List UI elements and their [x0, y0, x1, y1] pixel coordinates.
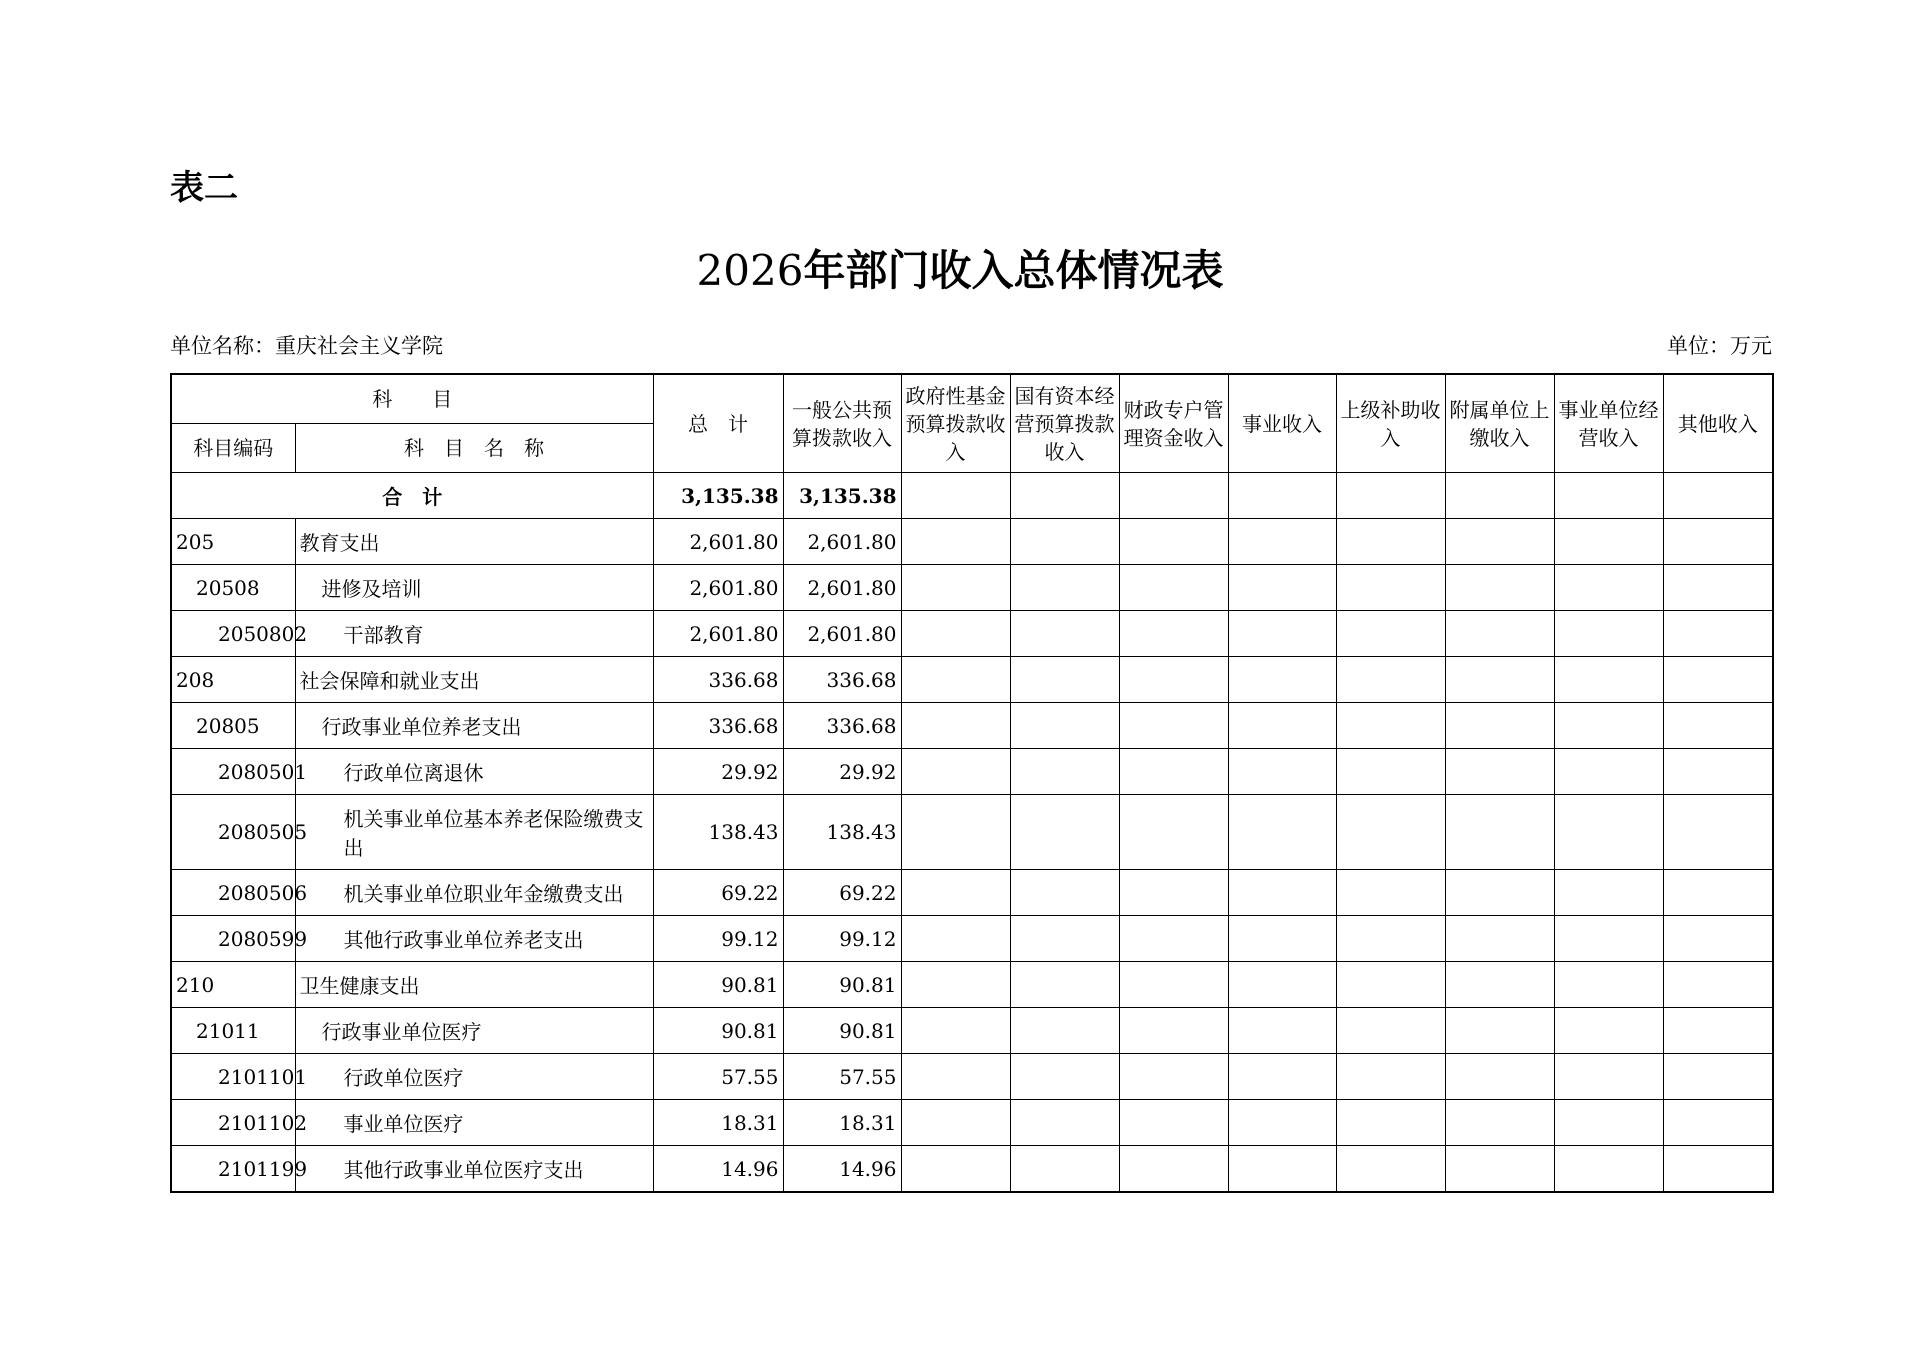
empty-cell — [1663, 1054, 1773, 1100]
empty-cell — [1663, 962, 1773, 1008]
total-value: 29.92 — [653, 749, 783, 795]
empty-cell — [1119, 962, 1228, 1008]
header-operation-income: 事业单位经营收入 — [1554, 374, 1663, 473]
empty-cell — [1663, 1008, 1773, 1054]
empty-cell — [1336, 657, 1445, 703]
subject-code: 2101101 — [171, 1054, 295, 1100]
total-value: 57.55 — [653, 1054, 783, 1100]
empty-cell — [901, 657, 1010, 703]
empty-cell — [901, 795, 1010, 870]
empty-cell — [1445, 1008, 1554, 1054]
general-budget-value: 336.68 — [783, 703, 901, 749]
empty-cell — [1010, 1146, 1119, 1193]
total-value: 90.81 — [653, 962, 783, 1008]
subject-name: 进修及培训 — [295, 565, 653, 611]
empty-cell — [1010, 749, 1119, 795]
total-value: 69.22 — [653, 870, 783, 916]
empty-cell — [1554, 749, 1663, 795]
empty-cell — [1228, 870, 1336, 916]
table-row — [171, 1054, 1773, 1100]
empty-cell — [901, 870, 1010, 916]
empty-cell — [1663, 795, 1773, 870]
empty-cell — [1228, 703, 1336, 749]
empty-cell — [1336, 1054, 1445, 1100]
empty-cell — [1445, 611, 1554, 657]
empty-cell — [1663, 1146, 1773, 1193]
header-total: 总 计 — [653, 374, 783, 473]
empty-cell — [1554, 565, 1663, 611]
empty-cell — [1445, 565, 1554, 611]
total-value: 336.68 — [653, 703, 783, 749]
empty-cell — [1119, 519, 1228, 565]
subject-name: 教育支出 — [295, 519, 653, 565]
empty-cell — [1554, 962, 1663, 1008]
empty-cell — [1663, 473, 1773, 519]
empty-cell — [1119, 611, 1228, 657]
empty-cell — [1228, 795, 1336, 870]
empty-cell — [1336, 1008, 1445, 1054]
table-row — [171, 611, 1773, 657]
subject-code: 2080501 — [171, 749, 295, 795]
empty-cell — [1119, 916, 1228, 962]
empty-cell — [1554, 1146, 1663, 1193]
header-business-income: 事业收入 — [1228, 374, 1336, 473]
empty-cell — [1445, 519, 1554, 565]
table-row — [171, 795, 1773, 870]
empty-cell — [901, 1008, 1010, 1054]
general-budget-value: 336.68 — [783, 657, 901, 703]
empty-cell — [1554, 795, 1663, 870]
income-table — [170, 373, 1774, 1193]
empty-cell — [1663, 565, 1773, 611]
header-fiscal-special: 财政专户管理资金收入 — [1119, 374, 1228, 473]
general-budget-value: 69.22 — [783, 870, 901, 916]
empty-cell — [901, 1146, 1010, 1193]
header-state-capital: 国有资本经营预算拨款收入 — [1010, 374, 1119, 473]
empty-cell — [1554, 473, 1663, 519]
header-general-budget: 一般公共预算拨款收入 — [783, 374, 901, 473]
general-budget-value: 2,601.80 — [783, 519, 901, 565]
empty-cell — [1228, 962, 1336, 1008]
document-title — [0, 238, 1920, 298]
empty-cell — [901, 749, 1010, 795]
subject-name: 事业单位医疗 — [295, 1100, 653, 1146]
table-row — [171, 916, 1773, 962]
empty-cell — [1228, 916, 1336, 962]
empty-cell — [1336, 870, 1445, 916]
empty-cell — [1336, 916, 1445, 962]
table-row — [171, 962, 1773, 1008]
subject-name: 社会保障和就业支出 — [295, 657, 653, 703]
empty-cell — [1010, 519, 1119, 565]
unit-label: 单位：万元 — [1667, 334, 1772, 358]
empty-cell — [1663, 519, 1773, 565]
empty-cell — [1119, 1146, 1228, 1193]
empty-cell — [1445, 703, 1554, 749]
subject-code: 208 — [171, 657, 295, 703]
empty-cell — [1445, 473, 1554, 519]
empty-cell — [1119, 1054, 1228, 1100]
empty-cell — [901, 473, 1010, 519]
empty-cell — [1445, 962, 1554, 1008]
general-budget-value: 138.43 — [783, 795, 901, 870]
unit-name: 单位名称：重庆社会主义学院 — [170, 334, 443, 358]
empty-cell — [1336, 962, 1445, 1008]
general-budget-value: 90.81 — [783, 1008, 901, 1054]
total-label: 合 计 — [171, 473, 653, 519]
empty-cell — [1336, 473, 1445, 519]
general-budget-value: 29.92 — [783, 749, 901, 795]
empty-cell — [1228, 473, 1336, 519]
total-value: 18.31 — [653, 1100, 783, 1146]
empty-cell — [1010, 1054, 1119, 1100]
header-other-income: 其他收入 — [1663, 374, 1773, 473]
empty-cell — [1445, 1146, 1554, 1193]
empty-cell — [1663, 657, 1773, 703]
general-budget-value: 2,601.80 — [783, 611, 901, 657]
empty-cell — [1010, 962, 1119, 1008]
empty-cell — [901, 611, 1010, 657]
general-budget-value: 18.31 — [783, 1100, 901, 1146]
empty-cell — [1119, 1008, 1228, 1054]
empty-cell — [1010, 916, 1119, 962]
empty-cell — [1010, 473, 1119, 519]
total-general-budget: 3,135.38 — [783, 473, 901, 519]
empty-cell — [1554, 1054, 1663, 1100]
total-value: 138.43 — [653, 795, 783, 870]
subject-name: 其他行政事业单位养老支出 — [295, 916, 653, 962]
empty-cell — [1228, 1008, 1336, 1054]
subject-code: 2080505 — [171, 795, 295, 870]
empty-cell — [1554, 1008, 1663, 1054]
general-budget-value: 57.55 — [783, 1054, 901, 1100]
table-row — [171, 565, 1773, 611]
subject-code: 210 — [171, 962, 295, 1008]
empty-cell — [1010, 611, 1119, 657]
title-text: 年部门收入总体情况表 — [803, 246, 1224, 295]
empty-cell — [1663, 916, 1773, 962]
empty-cell — [1228, 565, 1336, 611]
empty-cell — [1228, 1100, 1336, 1146]
empty-cell — [1663, 749, 1773, 795]
subject-name: 其他行政事业单位医疗支出 — [295, 1146, 653, 1193]
subject-name: 行政单位离退休 — [295, 749, 653, 795]
empty-cell — [1445, 1100, 1554, 1146]
general-budget-value: 2,601.80 — [783, 565, 901, 611]
empty-cell — [1336, 1100, 1445, 1146]
subject-code: 20508 — [171, 565, 295, 611]
subject-code: 2050802 — [171, 611, 295, 657]
empty-cell — [1663, 870, 1773, 916]
subject-code: 205 — [171, 519, 295, 565]
header-gov-fund: 政府性基金预算拨款收入 — [901, 374, 1010, 473]
empty-cell — [1445, 749, 1554, 795]
empty-cell — [1554, 611, 1663, 657]
subject-name: 行政事业单位医疗 — [295, 1008, 653, 1054]
table-row — [171, 749, 1773, 795]
general-budget-value: 90.81 — [783, 962, 901, 1008]
total-amount: 3,135.38 — [653, 473, 783, 519]
header-name: 科 目 名 称 — [295, 424, 653, 473]
total-value: 336.68 — [653, 657, 783, 703]
subject-code: 2101102 — [171, 1100, 295, 1146]
empty-cell — [1010, 657, 1119, 703]
general-budget-value: 14.96 — [783, 1146, 901, 1193]
empty-cell — [1228, 657, 1336, 703]
table-row — [171, 1100, 1773, 1146]
empty-cell — [1010, 1100, 1119, 1146]
empty-cell — [1554, 916, 1663, 962]
subject-code: 2101199 — [171, 1146, 295, 1193]
empty-cell — [1445, 795, 1554, 870]
table-row — [171, 1146, 1773, 1193]
empty-cell — [901, 916, 1010, 962]
empty-cell — [1119, 749, 1228, 795]
table-row — [171, 519, 1773, 565]
header-subject-group: 科 目 — [171, 374, 653, 424]
total-value: 14.96 — [653, 1146, 783, 1193]
empty-cell — [1010, 703, 1119, 749]
title-year: 2026 — [696, 246, 804, 295]
subject-name: 干部教育 — [295, 611, 653, 657]
empty-cell — [1336, 703, 1445, 749]
empty-cell — [1119, 870, 1228, 916]
subject-code: 21011 — [171, 1008, 295, 1054]
empty-cell — [1336, 519, 1445, 565]
empty-cell — [1663, 1100, 1773, 1146]
empty-cell — [1228, 749, 1336, 795]
total-value: 99.12 — [653, 916, 783, 962]
empty-cell — [1228, 611, 1336, 657]
header-code: 科目编码 — [171, 424, 295, 473]
empty-cell — [1663, 611, 1773, 657]
empty-cell — [1663, 703, 1773, 749]
empty-cell — [1228, 1054, 1336, 1100]
subject-name: 机关事业单位基本养老保险缴费支出 — [295, 795, 653, 870]
empty-cell — [1445, 916, 1554, 962]
empty-cell — [1445, 657, 1554, 703]
empty-cell — [901, 1054, 1010, 1100]
table-row — [171, 870, 1773, 916]
table-label: 表二 — [170, 168, 238, 208]
header-row-1 — [171, 374, 1773, 424]
subject-name: 卫生健康支出 — [295, 962, 653, 1008]
empty-cell — [1445, 1054, 1554, 1100]
empty-cell — [1119, 795, 1228, 870]
empty-cell — [1336, 611, 1445, 657]
general-budget-value: 99.12 — [783, 916, 901, 962]
header-affiliated-income: 附属单位上缴收入 — [1445, 374, 1554, 473]
total-value: 2,601.80 — [653, 611, 783, 657]
empty-cell — [1228, 519, 1336, 565]
empty-cell — [1554, 657, 1663, 703]
empty-cell — [1228, 1146, 1336, 1193]
empty-cell — [1010, 1008, 1119, 1054]
empty-cell — [1119, 703, 1228, 749]
empty-cell — [901, 519, 1010, 565]
empty-cell — [1554, 1100, 1663, 1146]
table-row — [171, 1008, 1773, 1054]
empty-cell — [1010, 870, 1119, 916]
empty-cell — [1119, 657, 1228, 703]
empty-cell — [901, 962, 1010, 1008]
empty-cell — [901, 1100, 1010, 1146]
total-row — [171, 473, 1773, 519]
subject-code: 2080506 — [171, 870, 295, 916]
subject-name: 机关事业单位职业年金缴费支出 — [295, 870, 653, 916]
empty-cell — [1336, 1146, 1445, 1193]
empty-cell — [1336, 749, 1445, 795]
empty-cell — [1554, 519, 1663, 565]
table-row — [171, 657, 1773, 703]
empty-cell — [1336, 565, 1445, 611]
meta-row — [170, 330, 1772, 360]
header-superior-subsidy: 上级补助收入 — [1336, 374, 1445, 473]
empty-cell — [1554, 870, 1663, 916]
total-value: 90.81 — [653, 1008, 783, 1054]
empty-cell — [1119, 565, 1228, 611]
empty-cell — [1119, 473, 1228, 519]
subject-code: 20805 — [171, 703, 295, 749]
empty-cell — [1336, 795, 1445, 870]
empty-cell — [901, 703, 1010, 749]
empty-cell — [1010, 565, 1119, 611]
subject-code: 2080599 — [171, 916, 295, 962]
table-row — [171, 703, 1773, 749]
subject-name: 行政单位医疗 — [295, 1054, 653, 1100]
empty-cell — [1010, 795, 1119, 870]
empty-cell — [1119, 1100, 1228, 1146]
total-value: 2,601.80 — [653, 565, 783, 611]
empty-cell — [1554, 703, 1663, 749]
subject-name: 行政事业单位养老支出 — [295, 703, 653, 749]
total-value: 2,601.80 — [653, 519, 783, 565]
empty-cell — [901, 565, 1010, 611]
empty-cell — [1445, 870, 1554, 916]
